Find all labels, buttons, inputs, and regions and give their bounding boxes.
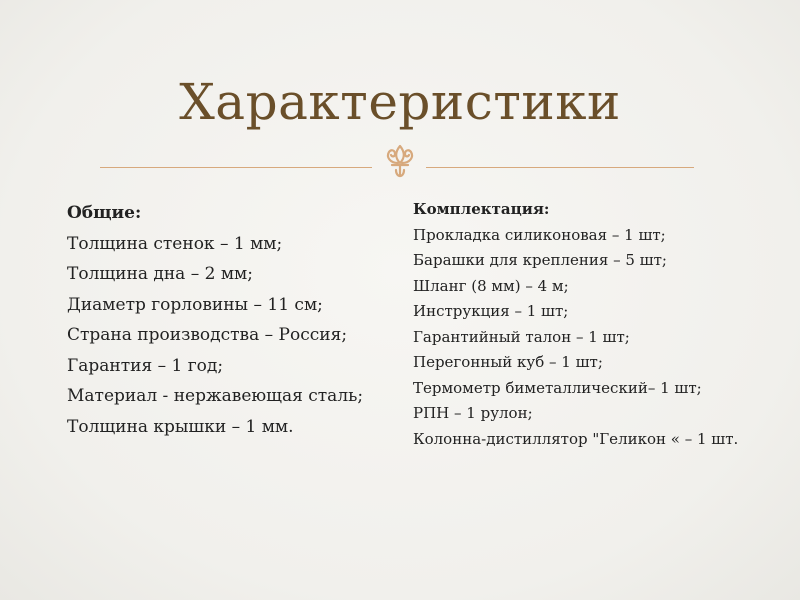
divider-line-left — [100, 167, 372, 168]
package-contents-heading: Комплектация: — [413, 200, 550, 218]
package-item: Шланг (8 мм) – 4 м; — [413, 276, 569, 295]
divider-line-right — [426, 167, 694, 168]
slide-title: Характеристики — [179, 73, 621, 131]
general-spec-item: Толщина стенок – 1 мм; — [67, 233, 283, 254]
general-spec-item: Толщина крышки – 1 мм. — [67, 416, 294, 437]
fleur-de-lis-icon — [380, 143, 420, 179]
package-item: Перегонный куб – 1 шт; — [413, 353, 603, 371]
general-spec-item: Материал - нержавеющая сталь; — [67, 386, 364, 406]
package-item: Барашки для крепления – 5 шт; — [413, 251, 667, 269]
package-item: Прокладка силиконовая – 1 шт; — [413, 225, 666, 244]
package-item: РПН – 1 рулон; — [413, 404, 533, 422]
general-specs-heading: Общие: — [67, 203, 142, 223]
package-item: Колонна-дистиллятор "Геликон « – 1 шт. — [413, 429, 739, 448]
package-item: Термометр биметаллический– 1 шт; — [413, 378, 702, 397]
general-spec-item: Страна производства – Россия; — [67, 325, 348, 345]
general-specs-list — [67, 202, 367, 446]
package-item: Гарантийный талон – 1 шт; — [413, 327, 630, 346]
title-divider — [100, 140, 700, 180]
general-spec-item: Толщина дна – 2 мм; — [67, 264, 254, 284]
package-item: Инструкция – 1 шт; — [413, 302, 569, 320]
general-spec-item: Гарантия – 1 год; — [67, 355, 224, 376]
package-contents-list — [413, 200, 743, 455]
general-spec-item: Диаметр горловины – 11 см; — [67, 294, 323, 315]
